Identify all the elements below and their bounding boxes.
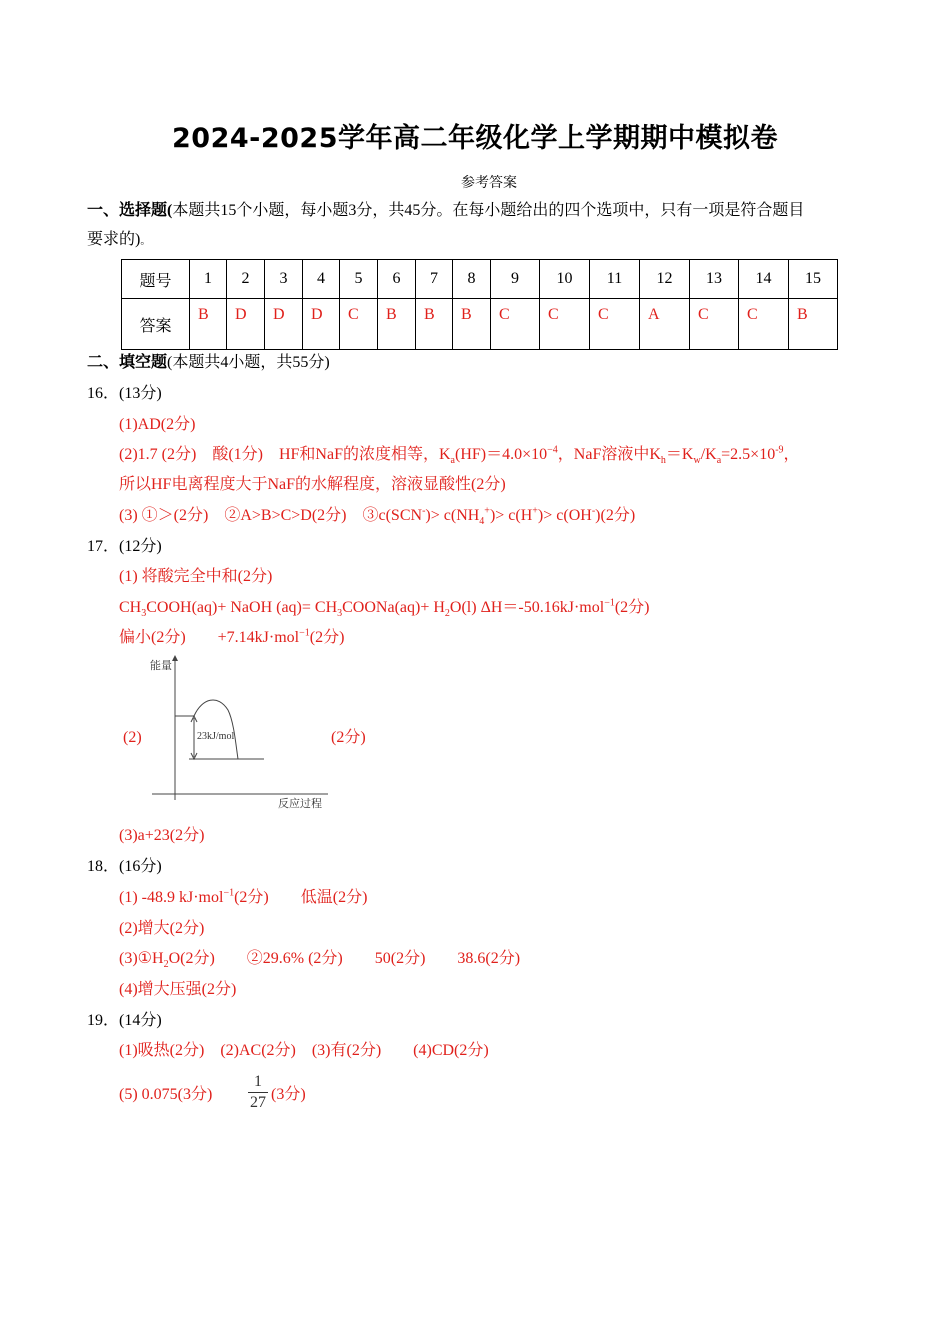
q16-answer-2-cont: 所以HF电离程度大于NaF的水解程度，溶液显酸性(2分)	[119, 476, 506, 493]
q19-answer-1: (1)吸热(2分) (2)AC(2分) (3)有(2分) (4)CD(2分)	[119, 1042, 489, 1059]
q17-eq-text: O(l) ΔH＝-50.16kJ·mol	[449, 599, 605, 616]
q17-sub: 2	[444, 608, 450, 620]
section1-desc-end: 。	[140, 236, 151, 247]
answer-cell: B	[416, 299, 453, 350]
energy-annotation: 23kJ/mol	[197, 731, 235, 742]
reaction-curve	[194, 700, 238, 759]
q18-answer-3	[119, 949, 520, 969]
section2-intro	[87, 353, 330, 373]
question-number: 6	[378, 260, 416, 299]
section1-intro	[87, 201, 804, 221]
question-number: 9	[491, 260, 540, 299]
table-row-numbers	[122, 260, 838, 299]
y-axis-label: 能量	[150, 660, 172, 672]
section2-desc: (本题共4小题，共55分)	[167, 354, 330, 371]
q16-sub-a: a	[450, 455, 455, 467]
q16-sub-a2: a	[716, 455, 722, 467]
page-title: 2024-2025学年高二年级化学上学期期中模拟卷	[172, 123, 778, 154]
q16-answer-3-text: )> c(H	[489, 507, 533, 524]
q17-sup: −1	[299, 627, 310, 639]
q17-eq-text: CH	[119, 599, 142, 616]
question-number: 12	[640, 260, 690, 299]
q16-answer-3-text: )> c(NH	[425, 507, 480, 524]
answer-cell: C	[340, 299, 378, 350]
q18-answer-1-text: (1) -48.9 kJ·mol	[119, 889, 224, 906]
q18-sub: 2	[163, 959, 169, 971]
answer-cell: C	[540, 299, 590, 350]
q16-sup: −4	[547, 444, 558, 456]
question-number: 2	[227, 260, 265, 299]
answer-table	[121, 259, 838, 350]
q17-sub: 3	[337, 608, 343, 620]
section2-heading: 二、填空题	[87, 354, 168, 371]
q17-answer-2	[119, 628, 344, 648]
q16-answer-3-text: )(2分)	[595, 507, 636, 524]
q16-sup: +	[484, 505, 490, 517]
energy-diagram	[140, 652, 340, 814]
q16-sup: -	[591, 505, 596, 517]
answer-cell: B	[789, 299, 838, 350]
answer-cell: C	[491, 299, 540, 350]
question-number: 8	[453, 260, 491, 299]
q18-answer-3-text: (3)①H	[119, 950, 164, 967]
q16-sup: +	[532, 505, 538, 517]
q18-answer-4: (4)增大压强(2分)	[119, 981, 237, 998]
answer-cell: B	[190, 299, 227, 350]
question-number: 4	[303, 260, 340, 299]
answer-cell: D	[303, 299, 340, 350]
q16-answer-3	[119, 506, 635, 526]
question-number: 15	[789, 260, 838, 299]
question-number: 14	[739, 260, 789, 299]
q19-label: 19．(14分)	[87, 1012, 162, 1029]
q16-answer-3-text: )> c(OH	[537, 507, 592, 524]
fraction-denominator: 27	[250, 1094, 266, 1111]
q18-answer-1	[119, 888, 367, 908]
q18-answer-2: (2)增大(2分)	[119, 920, 205, 937]
x-axis-label: 反应过程	[278, 798, 322, 810]
question-number: 5	[340, 260, 378, 299]
answer-cell: C	[739, 299, 789, 350]
q16-answer-2	[119, 445, 800, 465]
q16-sub: 4	[479, 516, 485, 528]
q16-sup: -9	[775, 444, 784, 456]
q18-label: 18．(16分)	[87, 858, 162, 875]
answer-cell: D	[227, 299, 265, 350]
answer-cell: C	[590, 299, 640, 350]
q16-answer-2-text: (2)1.7 (2分) 酸(1分) HF和NaF的浓度相等，K	[119, 446, 451, 463]
q16-answer-2-text: (HF)＝4.0×10	[455, 446, 548, 463]
q17-diagram-right-label: (2分)	[331, 729, 366, 746]
answer-cell: B	[453, 299, 491, 350]
section1-heading: 一、选择题(	[87, 202, 173, 219]
q16-sub-w: w	[693, 455, 701, 467]
q19-answer-5: (5) 0.075(3分)	[119, 1086, 213, 1103]
q16-label: 16．(13分)	[87, 385, 162, 402]
question-number: 1	[190, 260, 227, 299]
fraction-numerator: 1	[254, 1073, 262, 1090]
q17-label: 17．(12分)	[87, 538, 162, 555]
page-subtitle: 参考答案	[461, 176, 517, 191]
answer-cell: D	[265, 299, 303, 350]
q16-answer-2-text: =2.5×10	[721, 446, 776, 463]
q16-answer-2-text: ，	[783, 446, 800, 463]
q16-sub-h: h	[660, 455, 666, 467]
q17-diagram-left-label: (2)	[123, 729, 142, 746]
q18-sup: −1	[223, 887, 235, 899]
section1-desc-line1: 本题共15个小题，每小题3分，共45分。在每小题给出的四个选项中，只有一项是符合题目	[172, 202, 805, 219]
section1-intro-cont	[87, 230, 150, 252]
answer-cell: B	[378, 299, 416, 350]
q17-answer-2-text: 偏小(2分) +7.14kJ·mol	[119, 629, 300, 646]
fraction	[248, 1073, 268, 1112]
q16-answer-2-text: ，NaF溶液中K	[557, 446, 661, 463]
answer-cell: C	[690, 299, 739, 350]
q19-answer-5-end: (3分)	[271, 1086, 306, 1103]
row-label-answer: 答案	[122, 299, 190, 350]
q17-equation	[119, 598, 650, 618]
q17-answer-2-text: (2分)	[309, 629, 345, 646]
question-number: 7	[416, 260, 453, 299]
section1-desc-line2: 要求的)	[87, 231, 141, 248]
fraction-bar	[248, 1092, 268, 1093]
answer-cell: A	[640, 299, 690, 350]
q17-answer-3: (3)a+23(2分)	[119, 827, 205, 844]
q16-answer-2-text: /K	[700, 446, 717, 463]
q17-sup: −1	[604, 597, 615, 609]
question-number: 3	[265, 260, 303, 299]
question-number: 10	[540, 260, 590, 299]
row-label-number: 题号	[122, 260, 190, 299]
question-number: 13	[690, 260, 739, 299]
q17-answer-1: (1) 将酸完全中和(2分)	[119, 568, 273, 585]
q17-sub: 3	[141, 608, 147, 620]
q16-answer-2-text: ＝K	[665, 446, 694, 463]
q16-sup: -	[422, 505, 426, 517]
q17-eq-text: COOH(aq)+ NaOH (aq)= CH	[146, 599, 338, 616]
q18-answer-1-text: (2分) 低温(2分)	[234, 889, 368, 906]
table-row-answers	[122, 299, 838, 350]
question-number: 11	[590, 260, 640, 299]
q16-answer-1: (1)AD(2分)	[119, 416, 196, 433]
q18-answer-3-text: O(2分) ②29.6% (2分) 50(2分) 38.6(2分)	[168, 950, 521, 967]
q17-eq-text: COONa(aq)+ H	[342, 599, 445, 616]
q17-eq-text: (2分)	[614, 599, 650, 616]
q16-answer-3-text: (3) ①＞(2分) ②A>B>C>D(2分) ③c(SCN	[119, 507, 423, 524]
